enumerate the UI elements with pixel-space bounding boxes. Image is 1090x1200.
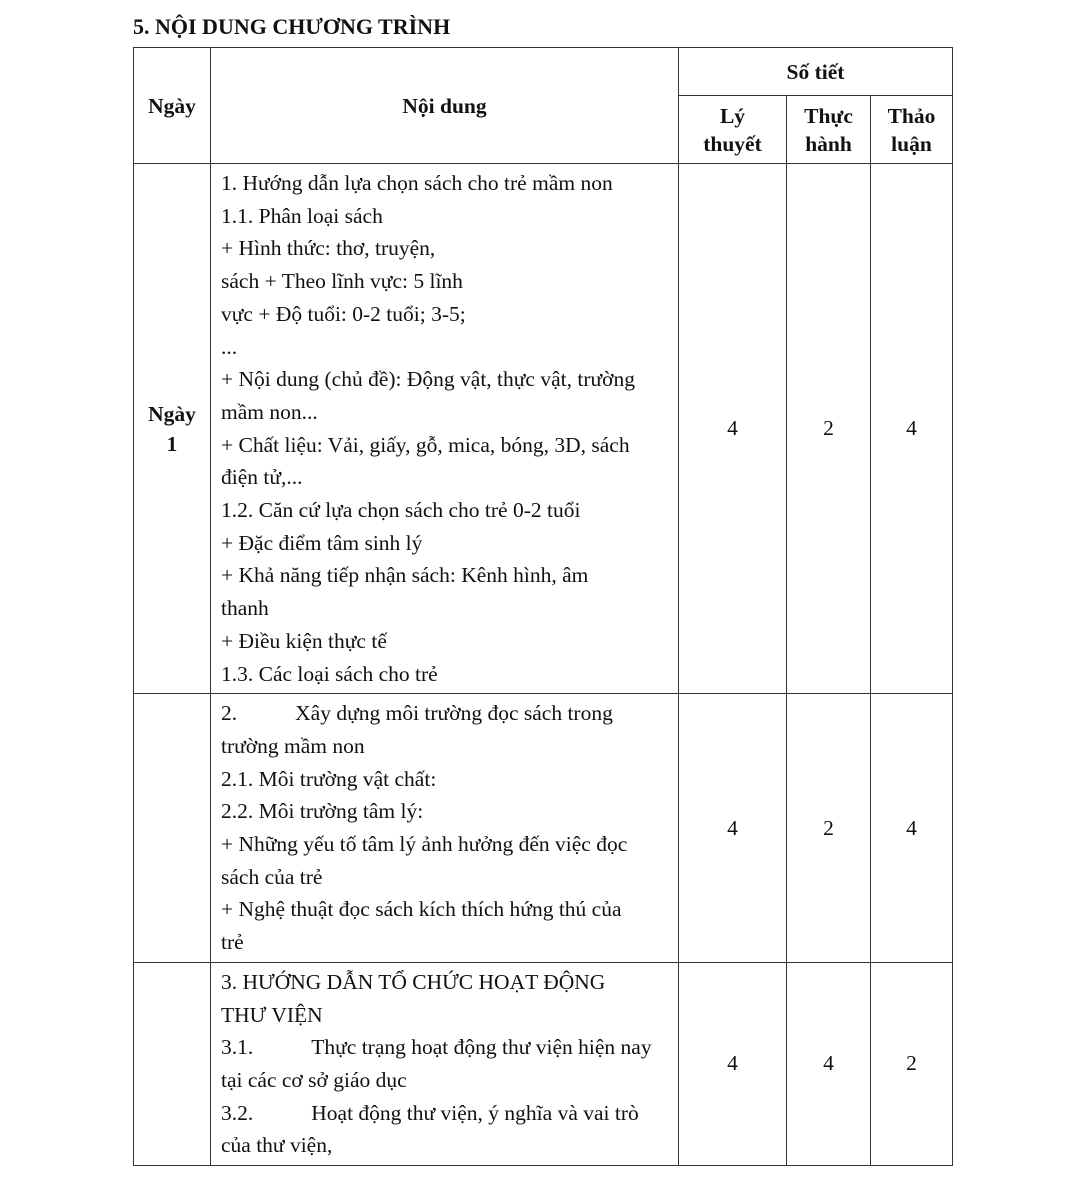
discussion-cell: 4 — [871, 164, 953, 694]
theory-cell: 4 — [679, 962, 787, 1165]
content-line: + Nội dung (chủ đề): Động vật, thực vật, trường — [221, 367, 636, 392]
header-day: Ngày — [134, 48, 211, 164]
practice-cell: 4 — [787, 962, 871, 1165]
content-line: THƯ VIỆN — [221, 1002, 323, 1027]
content-line: sách của trẻ — [221, 864, 323, 889]
content-line: 3.1. — [221, 1035, 254, 1060]
practice-cell: 2 — [787, 164, 871, 694]
header-periods: Số tiết — [679, 48, 953, 96]
content-line: Xây dựng môi trường đọc sách trong — [295, 701, 613, 726]
discussion-cell: 2 — [871, 962, 953, 1165]
content-line: + Nghệ thuật đọc sách kích thích hứng thú của — [221, 897, 622, 922]
content-line: 1.3. Các loại sách cho trẻ — [221, 661, 438, 686]
content-line: + Khả năng tiếp nhận sách: Kênh hình, âm — [221, 563, 589, 588]
content-line: Thực trạng hoạt động thư viện hiện nay — [311, 1035, 652, 1060]
content-line: 1.1. Phân loại sách — [221, 203, 383, 228]
content-line: + Hình thức: thơ, truyện, — [221, 236, 436, 261]
content-line: tại các cơ sở giáo dục — [221, 1067, 407, 1092]
discussion-cell: 4 — [871, 694, 953, 963]
content-line: thanh — [221, 596, 269, 621]
day-cell — [134, 962, 211, 1165]
header-discussion: Thảo luận — [871, 96, 953, 164]
content-cell — [211, 694, 679, 963]
content-line: của thư viện, — [221, 1133, 333, 1158]
theory-cell: 4 — [679, 164, 787, 694]
content-cell — [211, 164, 679, 694]
header-practice: Thực hành — [787, 96, 871, 164]
table-row — [134, 164, 953, 694]
theory-cell: 4 — [679, 694, 787, 963]
content-line: Hoạt động thư viện, ý nghĩa và vai trò — [311, 1100, 639, 1125]
content-line: 3.2. — [221, 1100, 254, 1125]
content-line: + Điều kiện thực tế — [221, 628, 387, 653]
content-line: sách + Theo lĩnh vực: 5 lĩnh — [221, 269, 463, 294]
content-line: 1.2. Căn cứ lựa chọn sách cho trẻ 0-2 tuổi — [221, 498, 581, 523]
content-line: 2.1. Môi trường vật chất: — [221, 766, 437, 791]
content-line: mầm non... — [221, 399, 318, 424]
header-content: Nội dung — [211, 48, 679, 164]
section-heading: 5. NỘI DUNG CHƯƠNG TRÌNH — [133, 14, 451, 39]
header-row — [134, 48, 953, 96]
header-theory: Lý thuyết — [679, 96, 787, 164]
content-line: + Đặc điểm tâm sinh lý — [221, 530, 423, 555]
content-line: trường mầm non — [221, 733, 365, 758]
content-line: 2. — [221, 701, 238, 726]
content-line: 1. Hướng dẫn lựa chọn sách cho trẻ mầm non — [221, 171, 613, 195]
content-line: điện tử,... — [221, 465, 303, 490]
content-line: ... — [221, 334, 238, 359]
content-line: vực + Độ tuổi: 0-2 tuổi; 3-5; — [221, 301, 466, 326]
day-cell: Ngày 1 — [134, 164, 211, 694]
content-line: + Những yếu tố tâm lý ảnh hưởng đến việc đọc — [221, 832, 628, 857]
program-table — [133, 47, 953, 1166]
content-line: trẻ — [221, 930, 244, 955]
content-line: 2.2. Môi trường tâm lý: — [221, 799, 424, 824]
practice-cell: 2 — [787, 694, 871, 963]
table-row — [134, 962, 953, 1165]
content-line: + Chất liệu: Vải, giấy, gỗ, mica, bóng, 3D, sách — [221, 432, 630, 457]
table-row — [134, 694, 953, 963]
content-line: 3. HƯỚNG DẪN TỔ CHỨC HOẠT ĐỘNG — [221, 969, 606, 994]
content-cell — [211, 962, 679, 1165]
day-cell — [134, 694, 211, 963]
